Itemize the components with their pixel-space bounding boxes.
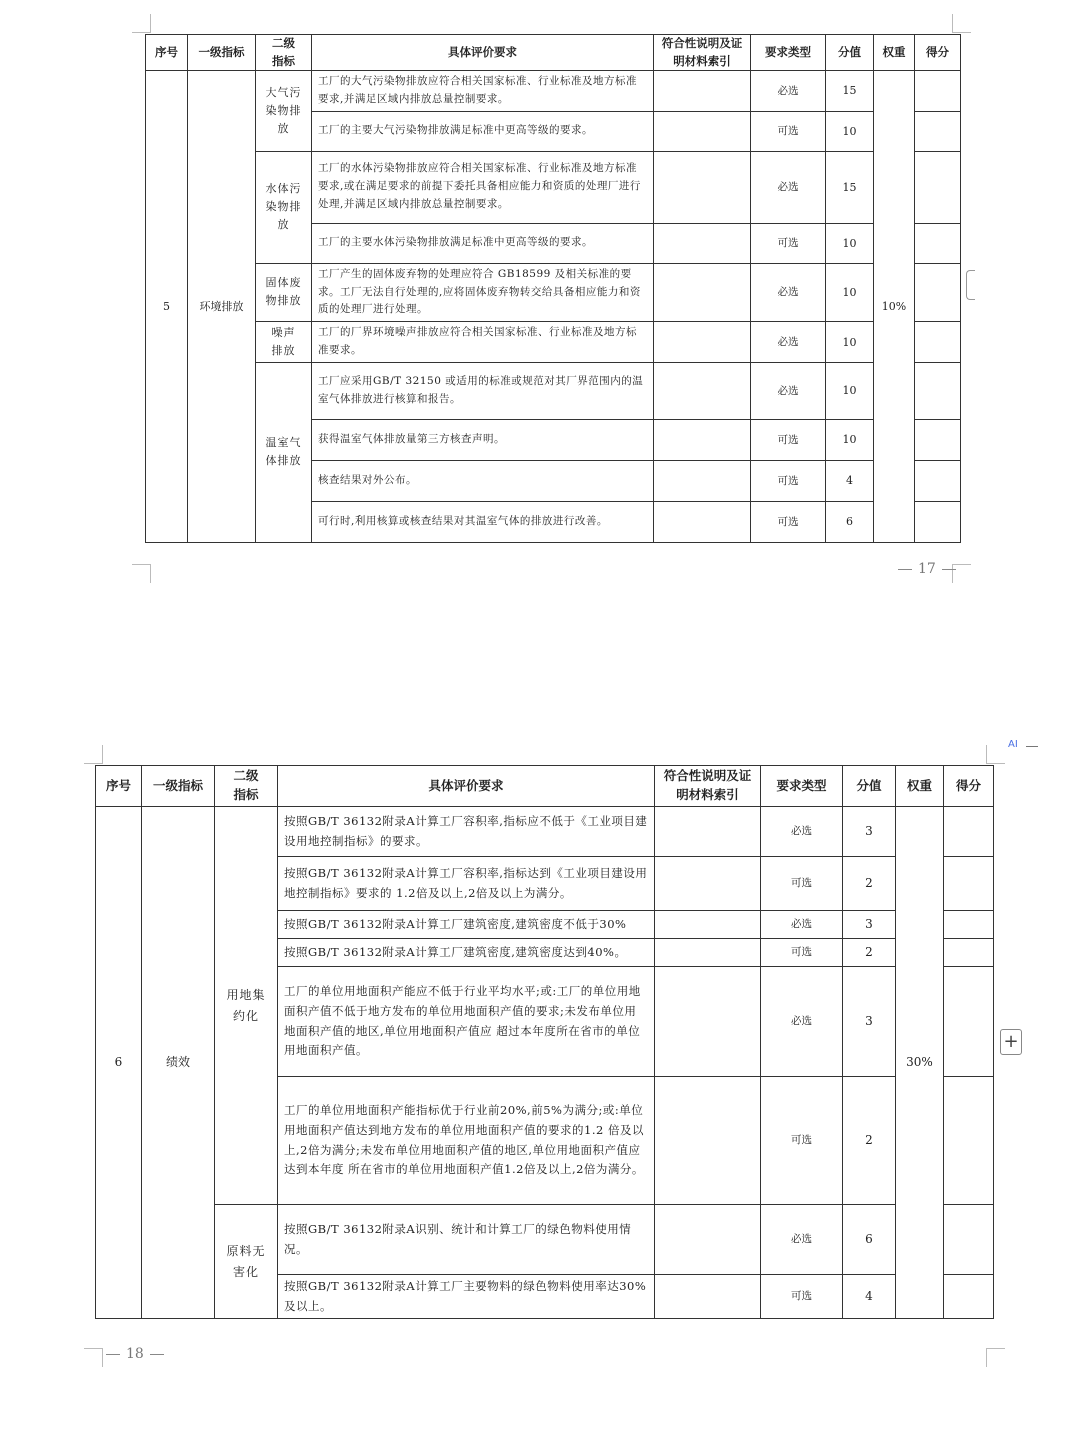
level1-cell: 绩效 bbox=[142, 807, 215, 1319]
evidence-cell[interactable] bbox=[655, 911, 761, 939]
score-cell: 10 bbox=[826, 223, 874, 263]
score-cell: 10 bbox=[826, 263, 874, 322]
requirement-cell: 工厂的单位用地面积产能应不低于行业平均水平;或:工厂的单位用地面积产值不低于地方发布的单位用地面积产值的要求;未发布单位用地面积产值的地区,单位用地面积产值应 超过本年度所在省市的单位用地面积产值。 bbox=[278, 967, 655, 1077]
evidence-cell[interactable] bbox=[654, 501, 751, 542]
type-cell: 必选 bbox=[751, 263, 826, 322]
requirement-cell: 工厂的水体污染物排放应符合相关国家标准、行业标准及地方标准要求,或在满足要求的前提下委托具备相应能力和资质的处理厂进行处理,并满足区域内排放总量控制要求。 bbox=[312, 151, 654, 223]
type-cell: 可选 bbox=[761, 1275, 843, 1319]
header-seq: 序号 bbox=[96, 766, 142, 807]
requirement-cell: 按照GB/T 36132附录A识别、统计和计算工厂的绿色物料使用情况。 bbox=[278, 1205, 655, 1275]
score-cell: 4 bbox=[826, 460, 874, 501]
requirement-cell: 核查结果对外公布。 bbox=[312, 460, 654, 501]
header-evidence: 符合性说明及证 明材料索引 bbox=[655, 766, 761, 807]
score-cell: 2 bbox=[843, 1077, 896, 1205]
seq-cell: 5 bbox=[146, 71, 188, 543]
header-level1: 一级指标 bbox=[142, 766, 215, 807]
requirement-cell: 工厂的大气污染物排放应符合相关国家标准、行业标准及地方标准要求,并满足区域内排放总量控制要求。 bbox=[312, 71, 654, 112]
score-cell: 10 bbox=[826, 322, 874, 363]
score-cell: 3 bbox=[843, 911, 896, 939]
page-number-text: 18 bbox=[126, 1346, 144, 1362]
requirement-cell: 工厂的主要大气污染物排放满足标准中更高等级的要求。 bbox=[312, 111, 654, 151]
type-cell: 必选 bbox=[761, 967, 843, 1077]
score-cell: 10 bbox=[826, 111, 874, 151]
page-number-18 bbox=[100, 1346, 170, 1362]
got-cell[interactable] bbox=[915, 223, 961, 263]
header-score: 分值 bbox=[843, 766, 896, 807]
type-cell: 必选 bbox=[751, 322, 826, 363]
evidence-cell[interactable] bbox=[655, 1077, 761, 1205]
header-score: 分值 bbox=[826, 35, 874, 71]
requirement-cell: 工厂的单位用地面积产能指标优于行业前20%,前5%为满分;或:单位用地面积产值达到地方发布的单位用地面积产值的要求的1.2 倍及以上,2倍为满分;未发布单位用地面积产值的地区,单位用地面积产值应达到本年度 所在省市的单位用地面积产值1.2倍及以上,2倍为满分。 bbox=[278, 1077, 655, 1205]
evidence-cell[interactable] bbox=[654, 263, 751, 322]
requirement-cell: 工厂应采用GB/T 32150 或适用的标准或规范对其厂界范围内的温室气体排放进行核算和报告。 bbox=[312, 362, 654, 419]
table-row bbox=[146, 362, 961, 419]
table-row bbox=[146, 263, 961, 322]
score-cell: 6 bbox=[826, 501, 874, 542]
page-number-dash bbox=[106, 1354, 120, 1355]
evidence-cell[interactable] bbox=[655, 1275, 761, 1319]
type-cell: 必选 bbox=[761, 807, 843, 857]
requirement-cell: 工厂的厂界环境噪声排放应符合相关国家标准、行业标准及地方标准要求。 bbox=[312, 322, 654, 363]
got-cell[interactable] bbox=[915, 111, 961, 151]
page-number-text: 17 bbox=[918, 561, 936, 577]
header-level2: 二级 指标 bbox=[215, 766, 278, 807]
evidence-cell[interactable] bbox=[654, 111, 751, 151]
got-cell[interactable] bbox=[944, 967, 994, 1077]
ai-assistant-button[interactable] bbox=[1000, 736, 1040, 756]
table-row bbox=[146, 322, 961, 363]
evidence-cell[interactable] bbox=[655, 967, 761, 1077]
score-cell: 3 bbox=[843, 967, 896, 1077]
got-cell[interactable] bbox=[915, 460, 961, 501]
got-cell[interactable] bbox=[944, 939, 994, 967]
requirement-cell: 获得温室气体排放量第三方核查声明。 bbox=[312, 419, 654, 460]
header-type: 要求类型 bbox=[751, 35, 826, 71]
level2-cell: 固体废 物排放 bbox=[256, 263, 312, 322]
header-got: 得分 bbox=[944, 766, 994, 807]
got-cell[interactable] bbox=[944, 1275, 994, 1319]
got-cell[interactable] bbox=[915, 151, 961, 223]
table-row bbox=[146, 71, 961, 112]
evidence-cell[interactable] bbox=[654, 362, 751, 419]
header-seq: 序号 bbox=[146, 35, 188, 71]
type-cell: 可选 bbox=[751, 111, 826, 151]
corner-mark-top-left bbox=[84, 745, 103, 764]
evidence-cell[interactable] bbox=[655, 807, 761, 857]
score-cell: 15 bbox=[826, 151, 874, 223]
type-cell: 可选 bbox=[761, 1077, 843, 1205]
corner-mark-top-left bbox=[132, 14, 151, 33]
type-cell: 可选 bbox=[751, 501, 826, 542]
level2-cell: 噪声 排放 bbox=[256, 322, 312, 363]
score-cell: 2 bbox=[843, 857, 896, 911]
score-cell: 10 bbox=[826, 362, 874, 419]
header-got: 得分 bbox=[915, 35, 961, 71]
requirement-cell: 按照GB/T 36132附录A计算工厂建筑密度,建筑密度不低于30% bbox=[278, 911, 655, 939]
page-number-17 bbox=[892, 561, 962, 577]
evidence-cell[interactable] bbox=[655, 939, 761, 967]
type-cell: 必选 bbox=[761, 1205, 843, 1275]
evidence-cell[interactable] bbox=[655, 1205, 761, 1275]
requirement-cell: 可行时,利用核算或核查结果对其温室气体的排放进行改善。 bbox=[312, 501, 654, 542]
type-cell: 可选 bbox=[751, 419, 826, 460]
evidence-cell[interactable] bbox=[654, 460, 751, 501]
evidence-cell[interactable] bbox=[654, 419, 751, 460]
page-number-dash bbox=[942, 569, 956, 570]
got-cell[interactable] bbox=[915, 322, 961, 363]
got-cell[interactable] bbox=[944, 1077, 994, 1205]
table-header-row bbox=[146, 35, 961, 71]
evidence-cell[interactable] bbox=[655, 857, 761, 911]
weight-cell: 10% bbox=[874, 71, 915, 543]
type-cell: 可选 bbox=[751, 223, 826, 263]
got-cell[interactable] bbox=[944, 807, 994, 857]
type-cell: 可选 bbox=[761, 857, 843, 911]
level2-cell: 水体污 染物排 放 bbox=[256, 151, 312, 263]
requirement-cell: 工厂产生的固体废弃物的处理应符合 GB18599 及相关标准的要求。工厂无法自行处理的,应将固体废弃物转交给具备相应能力和资质的处理厂进行处理。 bbox=[312, 263, 654, 322]
plus-icon[interactable]: + bbox=[1000, 1029, 1022, 1055]
evidence-cell[interactable] bbox=[654, 223, 751, 263]
type-cell: 必选 bbox=[751, 71, 826, 112]
type-cell: 必选 bbox=[761, 911, 843, 939]
evidence-cell[interactable] bbox=[654, 71, 751, 112]
level2-cell: 大气污 染物排 放 bbox=[256, 71, 312, 152]
ai-assistant-icon: AI bbox=[1008, 739, 1018, 750]
evidence-cell[interactable] bbox=[654, 151, 751, 223]
got-cell[interactable] bbox=[915, 501, 961, 542]
requirement-cell: 按照GB/T 36132附录A计算工厂建筑密度,建筑密度达到40%。 bbox=[278, 939, 655, 967]
page-number-dash bbox=[150, 1354, 164, 1355]
header-requirement: 具体评价要求 bbox=[312, 35, 654, 71]
header-type: 要求类型 bbox=[761, 766, 843, 807]
got-cell[interactable] bbox=[944, 911, 994, 939]
corner-mark-top-right bbox=[952, 14, 971, 33]
side-bracket-mark bbox=[966, 270, 975, 300]
got-cell[interactable] bbox=[915, 362, 961, 419]
level2-cell: 温室气 体排放 bbox=[256, 362, 312, 542]
ai-assistant-dash bbox=[1026, 746, 1038, 747]
score-cell: 2 bbox=[843, 939, 896, 967]
type-cell: 必选 bbox=[751, 151, 826, 223]
header-level1: 一级指标 bbox=[188, 35, 256, 71]
corner-mark-bottom-right bbox=[986, 1348, 1005, 1367]
score-cell: 4 bbox=[843, 1275, 896, 1319]
evidence-cell[interactable] bbox=[654, 322, 751, 363]
header-requirement: 具体评价要求 bbox=[278, 766, 655, 807]
requirement-cell: 按照GB/T 36132附录A计算工厂容积率,指标应不低于《工业项目建设用地控制指标》的要求。 bbox=[278, 807, 655, 857]
table-row bbox=[146, 151, 961, 223]
level2-cell: 原料无 害化 bbox=[215, 1205, 278, 1319]
evaluation-table-page-17 bbox=[145, 34, 961, 543]
table-header-row bbox=[96, 766, 994, 807]
got-cell[interactable] bbox=[915, 71, 961, 112]
table-row bbox=[96, 807, 994, 857]
type-cell: 可选 bbox=[761, 939, 843, 967]
corner-mark-bottom-left bbox=[132, 564, 151, 583]
evaluation-table-page-18 bbox=[95, 765, 994, 1319]
got-cell[interactable] bbox=[915, 263, 961, 322]
weight-cell: 30% bbox=[896, 807, 944, 1319]
requirement-cell: 工厂的主要水体污染物排放满足标准中更高等级的要求。 bbox=[312, 223, 654, 263]
seq-cell: 6 bbox=[96, 807, 142, 1319]
type-cell: 必选 bbox=[751, 362, 826, 419]
header-weight: 权重 bbox=[874, 35, 915, 71]
got-cell[interactable] bbox=[944, 1205, 994, 1275]
page-number-dash bbox=[898, 569, 912, 570]
level1-cell: 环境排放 bbox=[188, 71, 256, 543]
requirement-cell: 按照GB/T 36132附录A计算工厂主要物料的绿色物料使用率达30%及以上。 bbox=[278, 1275, 655, 1319]
header-evidence: 符合性说明及证 明材料索引 bbox=[654, 35, 751, 71]
score-cell: 3 bbox=[843, 807, 896, 857]
score-cell: 6 bbox=[843, 1205, 896, 1275]
got-cell[interactable] bbox=[915, 419, 961, 460]
got-cell[interactable] bbox=[944, 857, 994, 911]
score-cell: 15 bbox=[826, 71, 874, 112]
level2-cell: 用地集 约化 bbox=[215, 807, 278, 1205]
header-level2: 二级 指标 bbox=[256, 35, 312, 71]
requirement-cell: 按照GB/T 36132附录A计算工厂容积率,指标达到《工业项目建设用地控制指标》要求的 1.2倍及以上,2倍及以上为满分。 bbox=[278, 857, 655, 911]
header-weight: 权重 bbox=[896, 766, 944, 807]
score-cell: 10 bbox=[826, 419, 874, 460]
table-row bbox=[96, 1205, 994, 1275]
type-cell: 可选 bbox=[751, 460, 826, 501]
